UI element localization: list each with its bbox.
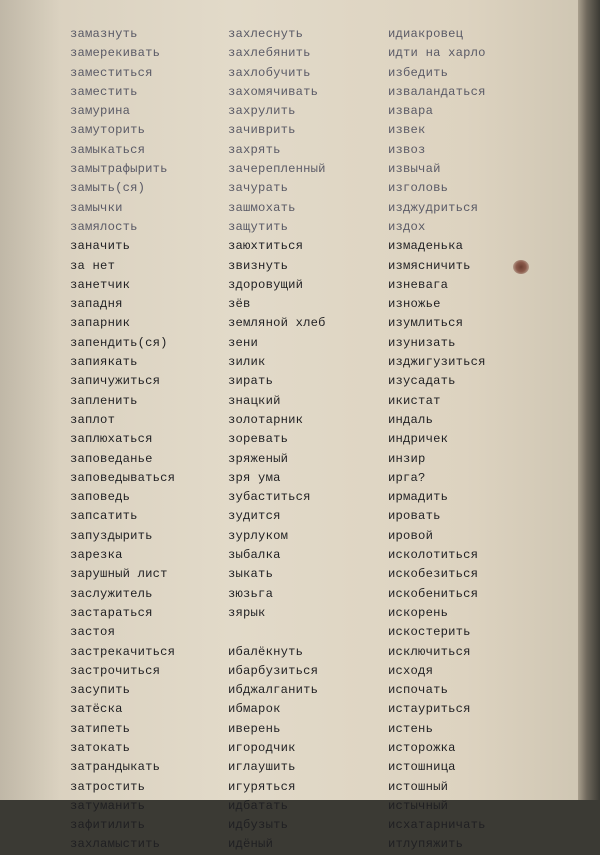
- word-entry: знацкий: [228, 393, 281, 408]
- word-entry: защутить: [228, 219, 289, 234]
- word-entry: искобениться: [388, 586, 479, 601]
- word-entry: запуздырить: [70, 528, 153, 543]
- word-entry: затрандыкать: [70, 760, 161, 775]
- word-entry: индаль: [388, 412, 434, 427]
- word-entry: захлеснуть: [228, 27, 304, 41]
- word-entry: замялость: [70, 219, 138, 234]
- word-entry: захрять: [228, 142, 281, 157]
- word-entry: зряженый: [228, 451, 289, 466]
- word-entry: инзир: [388, 451, 426, 466]
- word-entry: иглаушить: [228, 760, 296, 775]
- word-entry: заповедь: [70, 490, 131, 505]
- page-shadow: [0, 0, 60, 800]
- word-entry: заместить: [70, 84, 138, 99]
- word-entry: исторожка: [388, 740, 456, 755]
- word-entry: изджигузиться: [388, 355, 486, 370]
- word-column-3: [388, 25, 486, 855]
- word-entry: ирмадить: [388, 490, 449, 505]
- word-entry: захламыстить: [70, 837, 161, 852]
- word-entry: зарушный лист: [70, 567, 168, 582]
- word-entry: зря ума: [228, 470, 281, 485]
- word-entry: игородчик: [228, 740, 296, 755]
- word-entry: ибджалганить: [228, 683, 319, 698]
- word-entry: индричек: [388, 432, 449, 447]
- word-entry: исколотиться: [388, 548, 479, 563]
- word-entry: извек: [388, 123, 426, 138]
- word-entry: засупить: [70, 683, 131, 698]
- word-entry: изножье: [388, 297, 441, 312]
- word-entry: зудится: [228, 509, 281, 524]
- word-column-1: [70, 25, 175, 855]
- word-entry: истень: [388, 721, 434, 736]
- word-entry: запендить(ся): [70, 335, 168, 350]
- word-entry: за нет: [70, 258, 116, 273]
- word-entry: зёв: [228, 297, 251, 312]
- word-entry: зурлуком: [228, 528, 289, 543]
- word-entry: изджудриться: [388, 200, 479, 215]
- word-entry: изваландаться: [388, 84, 486, 99]
- word-entry: зилик: [228, 355, 266, 370]
- word-entry: заповедываться: [70, 470, 176, 485]
- word-entry: зярык: [228, 605, 266, 620]
- word-entry: заплот: [70, 412, 116, 427]
- word-entry: искостерить: [388, 625, 471, 640]
- word-entry: заначить: [70, 239, 131, 254]
- word-entry: изусадать: [388, 374, 456, 389]
- word-entry: изумлиться: [388, 316, 464, 331]
- word-entry: зашмохать: [228, 200, 296, 215]
- word-entry: запсатить: [70, 509, 138, 524]
- word-entry: зубаститься: [228, 490, 311, 505]
- word-entry: зоревать: [228, 432, 289, 447]
- word-entry: зачерепленный: [228, 162, 326, 177]
- word-entry: икистат: [388, 393, 441, 408]
- word-entry: зюзьга: [228, 586, 274, 601]
- word-entry: здоровущий: [228, 277, 304, 292]
- word-entry: искорень: [388, 605, 449, 620]
- word-entry: зачиврить: [228, 123, 296, 138]
- word-entry: запленить: [70, 393, 138, 408]
- word-entry: изневага: [388, 277, 449, 292]
- word-entry: изунизать: [388, 335, 456, 350]
- word-entry: затипеть: [70, 721, 131, 736]
- word-entry: замуторить: [70, 123, 146, 138]
- word-entry: заместиться: [70, 65, 153, 80]
- word-entry: издох: [388, 219, 426, 234]
- word-entry: заюхтиться: [228, 239, 304, 254]
- word-entry: ировой: [388, 528, 434, 543]
- word-entry: запиякать: [70, 355, 138, 370]
- word-entry: зачурать: [228, 181, 289, 196]
- word-entry: зени: [228, 335, 259, 350]
- word-entry: идти на харло: [388, 46, 486, 61]
- word-entry: истауриться: [388, 702, 471, 717]
- word-entry: заслужитель: [70, 586, 153, 601]
- word-entry: захомячивать: [228, 84, 319, 99]
- word-entry: замытрафырить: [70, 162, 168, 177]
- word-entry: захлебянить: [228, 46, 311, 61]
- word-entry: извоз: [388, 142, 426, 157]
- word-entry: запичужиться: [70, 374, 161, 389]
- word-entry: ирга?: [388, 470, 426, 485]
- word-entry: заповеданье: [70, 451, 153, 466]
- word-entry: замазнуть: [70, 27, 138, 41]
- word-entry: запарник: [70, 316, 131, 331]
- word-entry: исходя: [388, 663, 434, 678]
- word-entry: изголовь: [388, 181, 449, 196]
- word-entry: затёска: [70, 702, 123, 717]
- word-entry: идбатать: [228, 798, 289, 813]
- word-entry: исключиться: [388, 644, 471, 659]
- word-entry: золотарник: [228, 412, 304, 427]
- word-entry: измясничить: [388, 258, 471, 273]
- word-entry: звизнуть: [228, 258, 289, 273]
- word-entry: зирать: [228, 374, 274, 389]
- word-entry: земляной хлеб: [228, 316, 326, 331]
- word-entry: испочать: [388, 683, 449, 698]
- word-entry: избедить: [388, 65, 449, 80]
- word-entry: затростить: [70, 779, 146, 794]
- word-entry: замерекивать: [70, 46, 161, 61]
- word-entry: замычки: [70, 200, 123, 215]
- word-entry: зыбалка: [228, 548, 281, 563]
- word-entry: замыть(ся): [70, 181, 146, 196]
- word-entry: [228, 623, 326, 642]
- word-entry: истошный: [388, 779, 449, 794]
- word-entry: измаденька: [388, 239, 464, 254]
- word-entry: ибмарок: [228, 702, 281, 717]
- word-entry: ибалёкнуть: [228, 644, 304, 659]
- word-entry: истычный: [388, 798, 449, 813]
- word-entry: заплюхаться: [70, 432, 153, 447]
- word-entry: ировать: [388, 509, 441, 524]
- word-entry: захлобучить: [228, 65, 311, 80]
- word-entry: зарезка: [70, 548, 123, 563]
- word-entry: затокать: [70, 740, 131, 755]
- word-entry: застараться: [70, 605, 153, 620]
- word-entry: ибарбузиться: [228, 663, 319, 678]
- word-entry: итлупяжить: [388, 837, 464, 852]
- word-entry: застоя: [70, 625, 116, 640]
- word-entry: замыкаться: [70, 142, 146, 157]
- word-column-2: [228, 25, 326, 855]
- word-entry: зыкать: [228, 567, 274, 582]
- word-entry: иверень: [228, 721, 281, 736]
- word-entry: идиакровец: [388, 27, 464, 41]
- word-entry: замурина: [70, 104, 131, 119]
- word-entry: застрочиться: [70, 663, 161, 678]
- word-entry: идбузыть: [228, 818, 289, 833]
- word-entry: извычай: [388, 162, 441, 177]
- word-entry: затуманить: [70, 798, 146, 813]
- word-entry: застрекачиться: [70, 644, 176, 659]
- word-entry: извара: [388, 104, 434, 119]
- ink-stain: [513, 260, 529, 274]
- page-edge: [578, 0, 600, 800]
- word-entry: игуряться: [228, 779, 296, 794]
- word-entry: захрулить: [228, 104, 296, 119]
- word-entry: искобезиться: [388, 567, 479, 582]
- word-entry: занетчик: [70, 277, 131, 292]
- word-entry: западня: [70, 297, 123, 312]
- word-entry: исхатарничать: [388, 818, 486, 833]
- word-entry: истошница: [388, 760, 456, 775]
- word-entry: идёный: [228, 837, 274, 852]
- word-entry: зафитилить: [70, 818, 146, 833]
